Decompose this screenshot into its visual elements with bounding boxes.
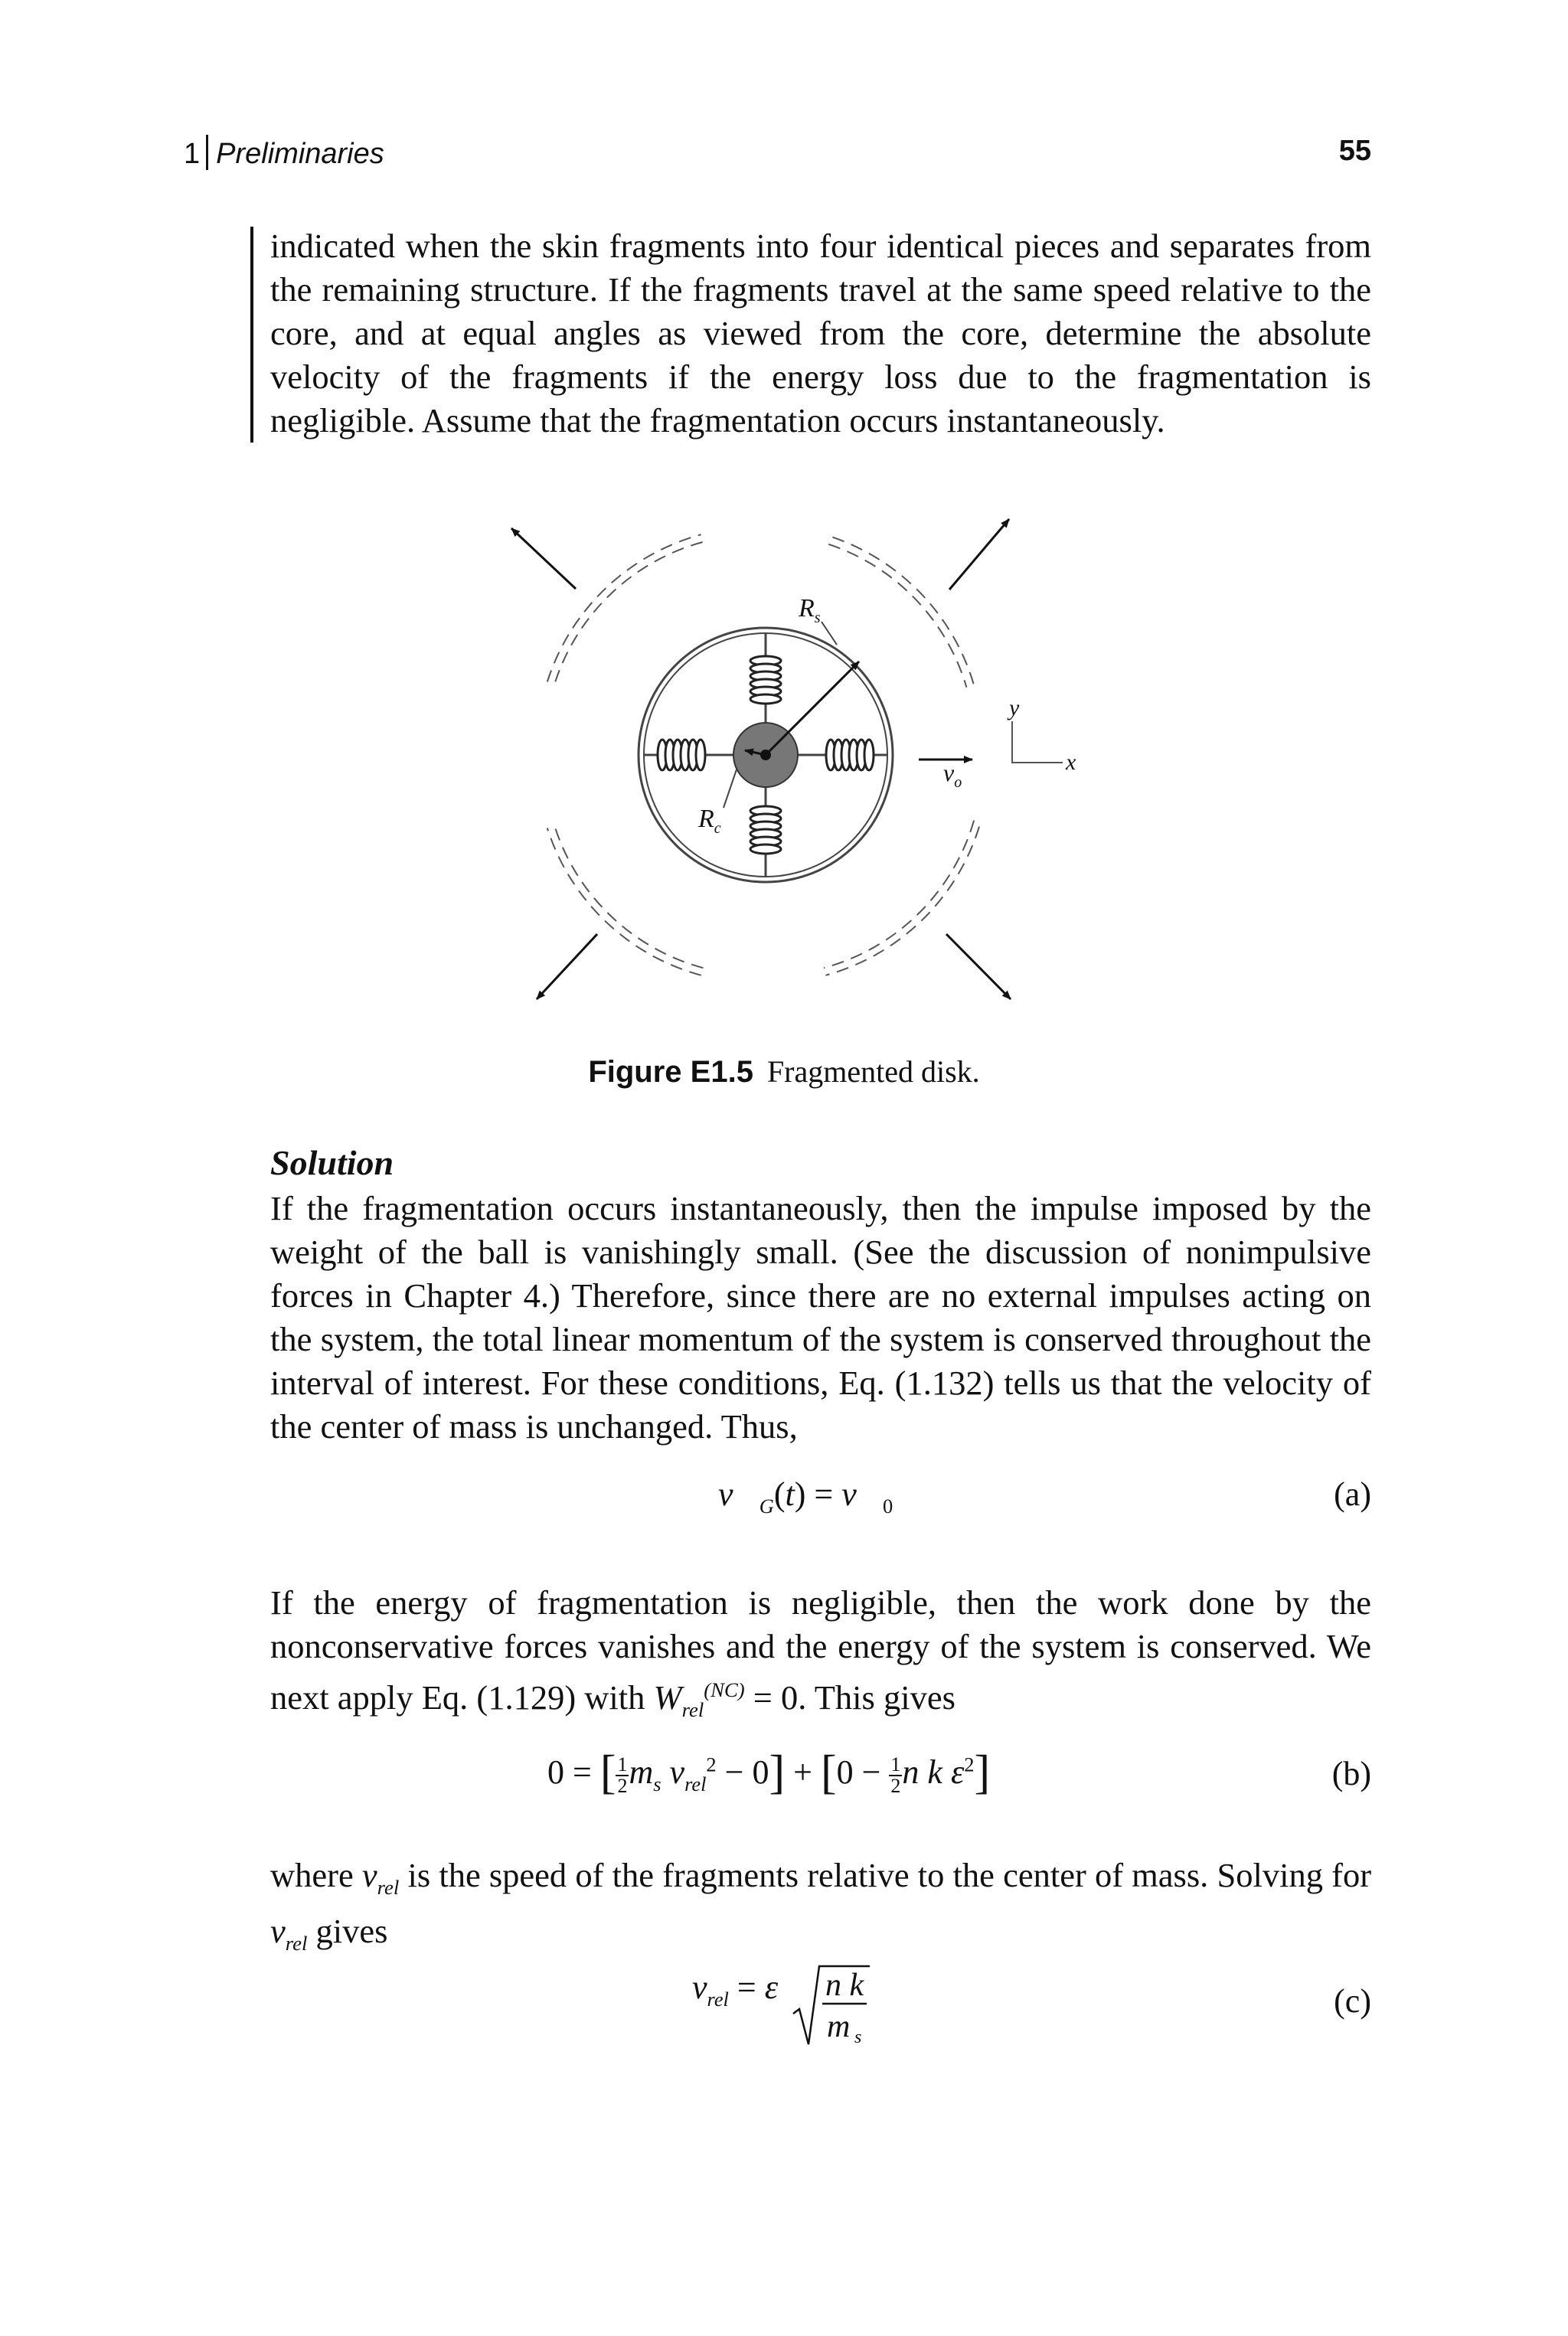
figure-caption	[0, 1054, 1568, 1090]
equation-a-tag: (a)	[1334, 1475, 1371, 1513]
solution-paragraph-2	[270, 1581, 1371, 1732]
svg-text:m: m	[827, 2009, 851, 2044]
rs-label: $R_s$	[799, 594, 821, 626]
chapter-number: 1	[184, 138, 201, 170]
y-axis-label: y	[1009, 695, 1020, 720]
v0-label: $v_o$	[943, 759, 962, 791]
paragraph-1-text: If the fragmentation occurs instantaneously, then the impulse imposed by the weight of the ball is vanishingly small. (See the discussion of nonimpulsive forces in Chapter 4.) Therefore, since there are no external impulses acting on the system, the total linear momentum of the system is conserved throughout the interval of interest. For these conditions, Eq. (1.132) tells us that the velocity of the center of mass is unchanged. Thus,	[270, 1189, 1371, 1446]
solution-heading: Solution	[270, 1143, 394, 1182]
equation-b: 0 = [ $\frac{1}{2}$ $m_s$ $v_{rel}^2 - 0] + [0$ − $\frac{1}{2}$ n k $\varepsilon^2$]	[547, 1746, 991, 1799]
paragraph-2-text: If the energy of fragmentation is negligible, then the work done by the nonconservative forces vanishes and the energy of the system is conserved. We next apply Eq. (1.129) with $W_{rel}^{(NC)} = 0$. This gives	[270, 1583, 1371, 1721]
para3-part3: gives	[315, 1911, 388, 1950]
xy-axes	[1012, 721, 1063, 763]
equation-c: $v_{rel} = \varepsilon$	[692, 1968, 779, 2011]
rc-label: $R_c$	[698, 805, 721, 837]
problem-paragraph: indicated when the skin fragments into four identical pieces and separates from the remaining structure. If the fragments travel at the same speed relative to the core, and at equal angles as viewed from the core, determine the absolute velocity of the fragments if the energy loss due to the fragmentation is negligible. Assume that the fragmentation occurs instantaneously.	[270, 227, 1371, 439]
x-axis-label: x	[1066, 750, 1076, 775]
para3-part2: is the speed of the fragments relative to the center of mass. Solving for	[407, 1856, 1372, 1894]
paragraph-2-tail: . This gives	[798, 1678, 956, 1717]
para3-part1: where	[270, 1856, 354, 1894]
solution-paragraph-1	[270, 1187, 1371, 1449]
sqrt-fraction	[789, 1960, 873, 2052]
svg-text:n k: n k	[825, 1968, 864, 2003]
fragmented-disk-figure	[0, 0, 1568, 1072]
paragraph-3-text: where $v_{rel}$ is the speed of the fragments relative to the center of mass. Solving for $v_{rel}$ gives	[270, 1856, 1372, 1955]
rc-leader	[724, 769, 737, 808]
equation-a: $v⃗_G(t)$ = $v⃗_0$	[718, 1475, 893, 1518]
equation-b-tag: (b)	[1331, 1755, 1371, 1792]
page-number: 55	[1338, 135, 1371, 167]
caption-text: Fragmented disk.	[766, 1054, 980, 1089]
chapter-title: Preliminaries	[216, 138, 384, 170]
equation-c-tag: (c)	[1334, 1982, 1371, 2020]
solution-paragraph-3	[270, 1854, 1371, 1965]
svg-text:s: s	[854, 2027, 862, 2047]
paragraph-2-main: If the energy of fragmentation is negligible, then the work done by the nonconservative forces vanishes and the energy of the system is conserved. We next apply Eq. (1.129) with	[270, 1583, 1371, 1717]
caption-label: Figure E1.5	[588, 1055, 753, 1089]
work-symbol: $W_{rel}^{(NC)}$	[653, 1678, 745, 1721]
